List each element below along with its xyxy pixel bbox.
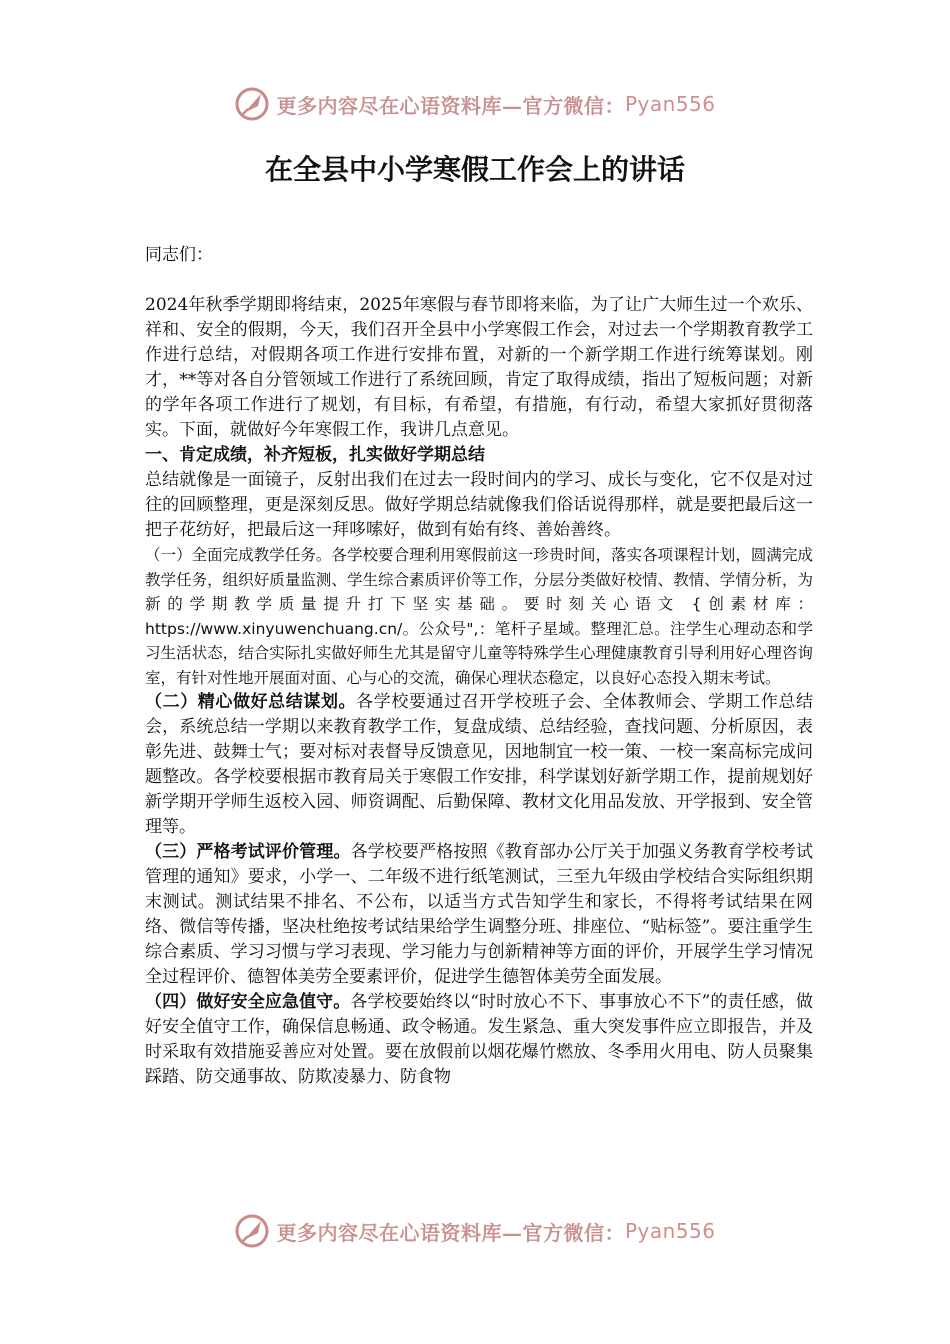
item-2-lead: （二）精心做好总结谋划。	[145, 692, 357, 712]
quill-logo-icon	[234, 1213, 270, 1249]
item-4-paragraph	[145, 990, 813, 1090]
item-1-paragraph: （一）全面完成教学任务。各学校要合理利用寒假前这一珍贵时间，落实各项课程计划，圆满完成教学任务，组织好质量监测、学生综合素质评价等工作，分层分类做好校情、教情、学情分析，为新的学期教学质量提升打下坚实基础。要时刻关心语文 {创素材库：https://www.xinyuwenchuang.cn/。公众号",：笔杆子星域。整理汇总。注学生心理动态和学习生活状态，结合实际扎实做好师生尤其是留守儿童等特殊学生心理健康教育引导利用好心理咨询室，有针对性地开展面对面、心与心的交流，确保心理状态稳定，以良好心态投入期末考试。	[145, 546, 813, 687]
document-body	[145, 243, 813, 1090]
item-2-body: 各学校要通过召开学校班子会、全体教师会、学期工作总结会，系统总结一学期以来教育教学工作，复盘成绩、总结经验，查找问题、分析原因，表彰先进、鼓舞士气；要对标对表督导反馈意见，因地制宜一校一策、一校一案高标完成问题整改。各学校要根据市教育局关于寒假工作安排，科学谋划好新学期工作，提前规划好新学期开学师生返校入园、师资调配、后勤保障、教材文化用品发放、开学报到、安全管理等。	[145, 692, 814, 837]
intro-paragraph: 2024年秋季学期即将结束，2025年寒假与春节即将来临，为了让广大师生过一个欢乐、祥和、安全的假期，今天，我们召开全县中小学寒假工作会，对过去一个学期教育教学工作进行总结，对假期各项工作进行安排布置，对新的一个新学期工作进行统筹谋划。刚才，**等对各自分管领域工作进行了系统回顾，肯定了取得成绩，指出了短板问题；对新的学年各项工作进行了规划，有目标，有希望，有措施，有行动，希望大家抓好贯彻落实。下面，就做好今年寒假工作，我讲几点意见。	[145, 295, 813, 440]
item-4-lead: （四）做好安全应急值守。	[145, 992, 351, 1012]
item-2-paragraph	[145, 690, 813, 840]
watermark-id: Pyan556	[624, 92, 716, 116]
watermark-id: Pyan556	[624, 1219, 716, 1243]
item-3-paragraph	[145, 840, 813, 990]
quill-logo-icon	[234, 86, 270, 122]
item-3-body: 各学校要严格按照《教育部办公厅关于加强义务教育学校考试管理的通知》要求，小学一、二年级不进行纸笔测试，三至九年级由学校结合实际组织期末测试。测试结果不排名、不公布，以适当方式告知学生和家长，不得将考试结果在网络、微信等传播，坚决杜绝按考试结果给学生调整分班、排座位、“贴标签”。要注重学生综合素质、学习习惯与学习表现、学习能力与创新精神等方面的评价，开展学生学习情况全过程评价、德智体美劳全要素评价，促进学生德智体美劳全面发展。	[145, 842, 814, 987]
watermark-text: 更多内容尽在心语资料库—官方微信：	[276, 1220, 625, 1245]
section-heading: 一、肯定成绩，补齐短板，扎实做好学期总结	[145, 445, 485, 465]
watermark-text: 更多内容尽在心语资料库—官方微信：	[276, 93, 625, 118]
item-4-body: 各学校要始终以“时时放心不下、事事放心不下”的责任感，做好安全值守工作，确保信息畅通、政令畅通。发生紧急、重大突发事件应立即报告，并及时采取有效措施妥善应对处置。要在放假前以烟花爆竹燃放、冬季用火用电、防人员聚集踩踏、防交通事故、防欺凌暴力、防食物	[145, 992, 813, 1087]
watermark-header	[0, 84, 950, 124]
document-title: 在全县中小学寒假工作会上的讲话	[264, 153, 685, 186]
section-intro-paragraph: 总结就像是一面镜子，反射出我们在过去一段时间内的学习、成长与变化，它不仅是对过往的回顾整理，更是深刻反思。做好学期总结就像我们俗话说得那样，就是要把最后这一把子花纺好，把最后这一拜哆嗦好，做到有始有终、善始善终。	[145, 470, 813, 540]
greeting: 同志们：	[145, 245, 213, 265]
item-3-lead: （三）严格考试评价管理。	[145, 842, 351, 862]
watermark-footer	[0, 1211, 950, 1251]
